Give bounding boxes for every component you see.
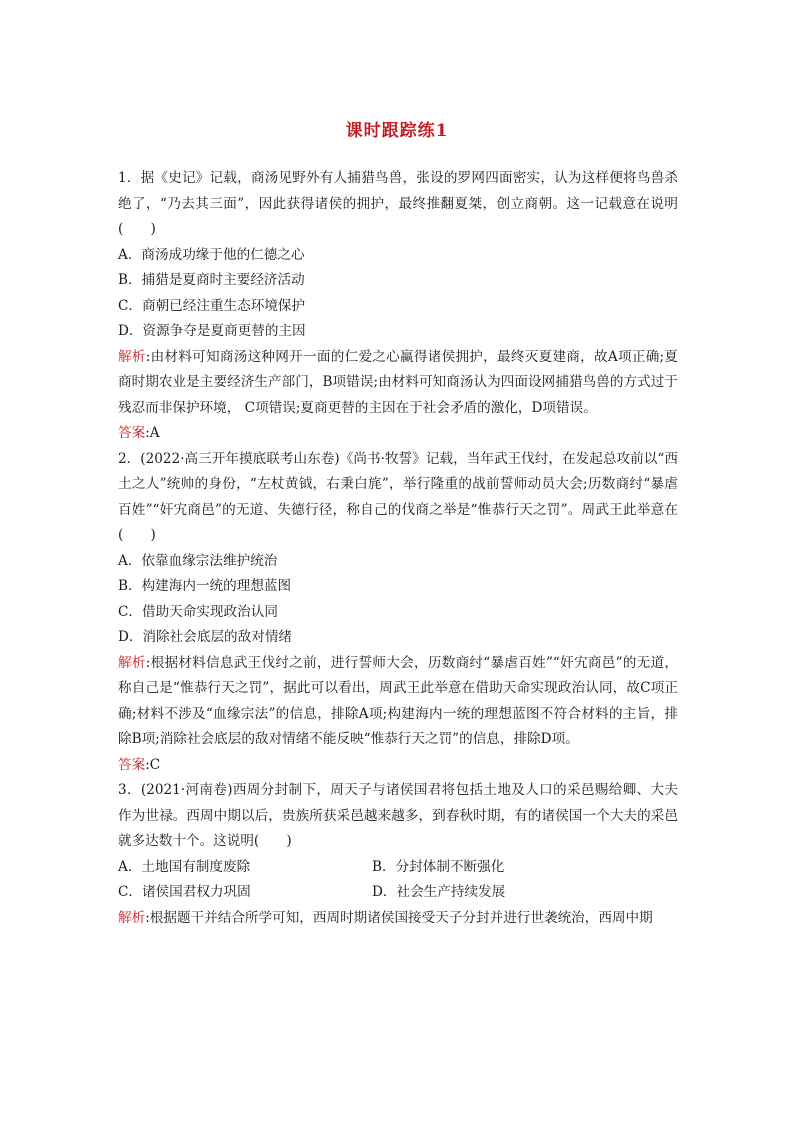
question-3: [118, 778, 678, 931]
question-2-option-a: A．依靠血缘宗法维护统治: [118, 552, 278, 569]
answer-text: :C: [145, 756, 161, 773]
answer-label: 答案: [118, 756, 146, 773]
answer-label: 答案: [118, 425, 146, 441]
question-2-stem: 2．(2022·高三开年摸底联考山东卷)《尚书·牧誓》记载，当年武王伐纣，在发起总攻前以“西土之人”统帅的身份，“左杖黄钺，右秉白旄”，举行隆重的战前誓师动员大会;历数商纣“暴虐百姓”“奸宄商邑”的无道、失德行径，称自己的伐商之举是“惟恭行天之罚”。周武王此举意在( ): [118, 450, 678, 543]
question-1-option-b: B．捕猎是夏商时主要经济活动: [118, 272, 305, 288]
question-1: [118, 166, 678, 447]
question-3-option-b: B．分封体制不断强化: [372, 858, 505, 875]
analysis-text: :根据材料信息武王伐纣之前，进行誓师大会，历数商纣“暴虐百姓”“奸宄商邑”的无道，称自己是“惟恭行天之罚”，据此可以看出，周武王此举意在借助天命实现政治认同，故C项正确;材料不涉及“血缘宗法”的信息，排除A项;构建海内一统的理想蓝图不符合材料的主旨，排除B项;消除社会底层的敌对情绪不能反映“惟恭行天之罚”的信息，排除D项。: [118, 654, 678, 747]
analysis-text: :由材料可知商汤这种网开一面的仁爱之心赢得诸侯拥护，最终灭夏建商，故A项正确;夏商时期农业是主要经济生产部门，B项错误;由材料可知商汤认为四面设网捕猎鸟兽的方式过于残忍而非保护环境， C项错误;夏商更替的主因在于社会矛盾的激化，D项错误。: [118, 348, 678, 416]
question-2-option-c: C．借助天命实现政治认同: [118, 603, 278, 620]
question-1-stem: 1．据《史记》记载，商汤见野外有人捕猎鸟兽，张设的罗网四面密实，认为这样便将鸟兽杀绝了，“乃去其三面”，因此获得诸侯的拥护，最终推翻夏桀，创立商朝。这一记载意在说明( ): [118, 170, 678, 237]
question-1-option-c: C．商朝已经注重生态环境保护: [118, 297, 306, 314]
question-1-answer: [118, 421, 678, 447]
question-2-answer: [118, 753, 678, 779]
question-3-options-row-2: [118, 880, 678, 906]
question-2-option-b: B．构建海内一统的理想蓝图: [118, 578, 292, 594]
analysis-label: 解析: [118, 909, 146, 926]
analysis-label: 解析: [118, 348, 146, 365]
question-3-stem: 3．(2021·河南卷)西周分封制下，周天子与诸侯国君将包括土地及人口的采邑赐给卿、大夫作为世禄。西周中期以后，贵族所获采邑越来越多，到春秋时期，有的诸侯国一个大夫的采邑就多达数十个。这说明( ): [118, 782, 678, 849]
document-content: [118, 166, 678, 931]
question-3-option-a: A．土地国有制度废除: [118, 858, 251, 875]
analysis-text: :根据题干并结合所学可知，西周时期诸侯国接受天子分封并进行世袭统治，西周中期: [145, 909, 653, 926]
question-2-option-d: D．消除社会底层的敌对情绪: [118, 629, 293, 645]
question-2-analysis: [118, 651, 678, 753]
question-3-options-row-1: [118, 855, 678, 881]
question-3-option-d: D．社会生产持续发展: [372, 884, 506, 900]
question-1-option-a: A．商汤成功缘于他的仁德之心: [118, 246, 305, 263]
analysis-label: 解析: [118, 654, 146, 671]
question-2: [118, 447, 678, 779]
question-3-analysis: [118, 906, 678, 932]
page-title: 课时跟踪练1: [345, 121, 449, 141]
question-1-analysis: [118, 345, 678, 422]
question-1-option-d: D．资源争夺是夏商更替的主因: [118, 323, 306, 339]
answer-text: :A: [145, 425, 160, 441]
question-3-option-c: C．诸侯国君权力巩固: [118, 884, 251, 900]
